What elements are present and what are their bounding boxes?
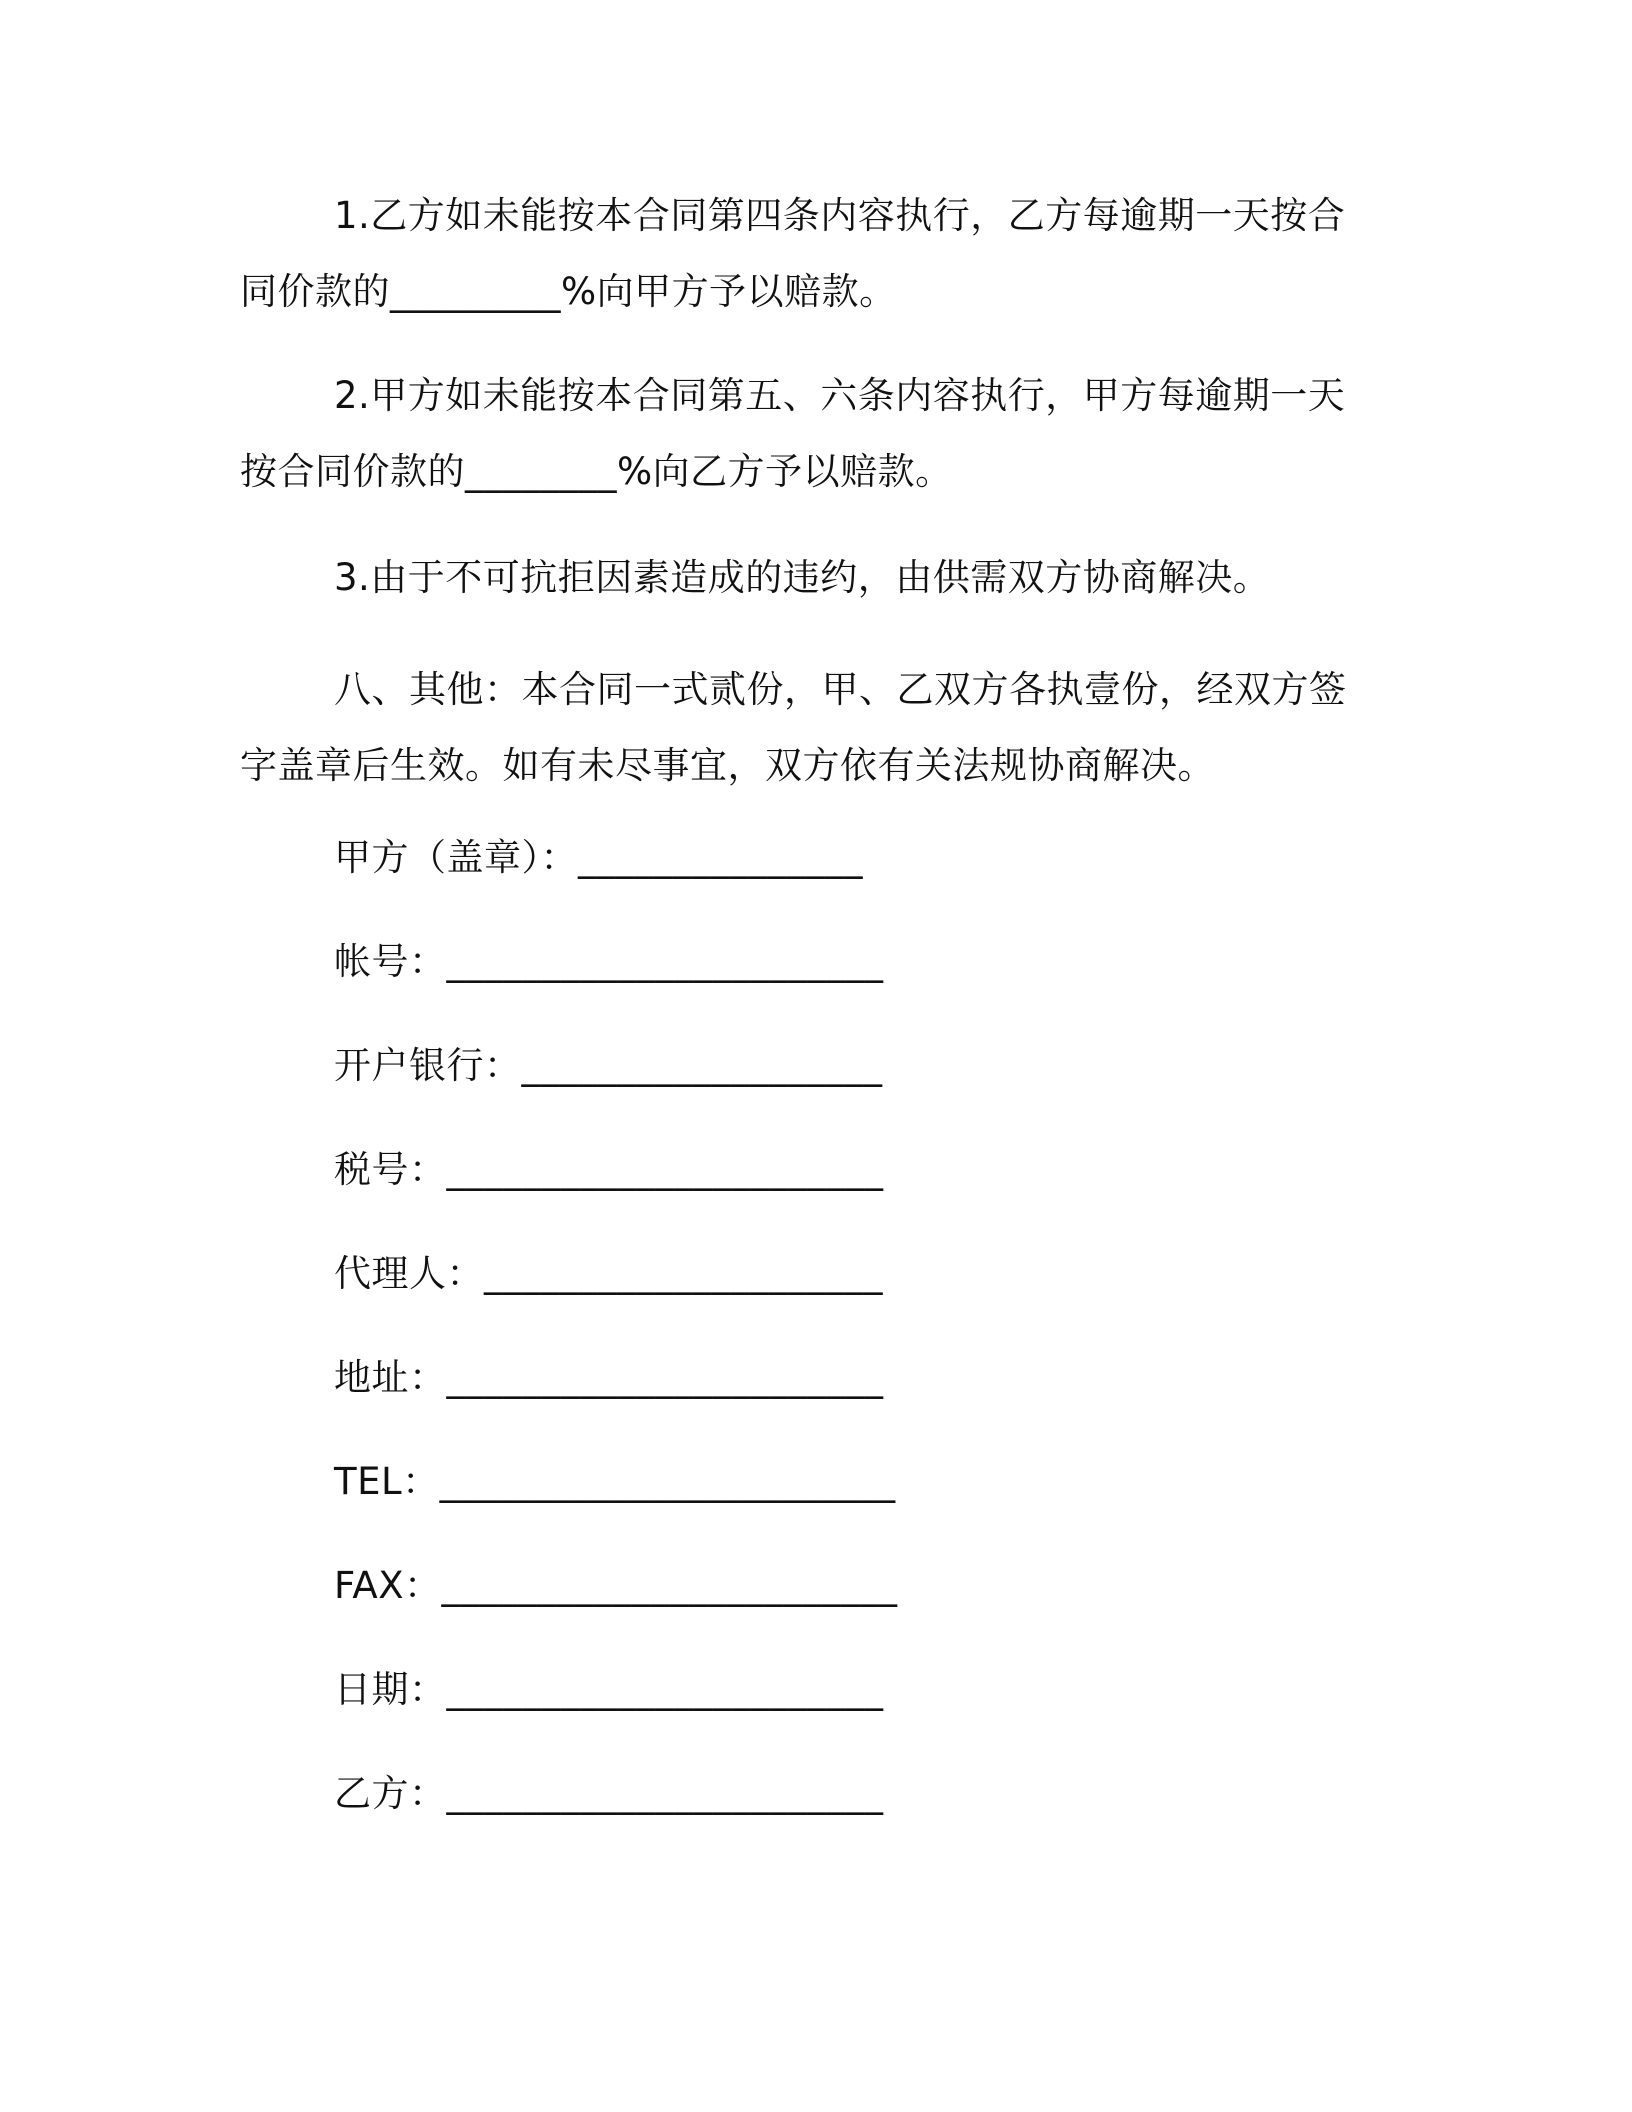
clause-3: 3.由于不可抗拒因素造成的违约，由供需双方协商解决。 [334, 556, 1271, 599]
clause-1: 1.乙方如未能按本合同第四条内容执行，乙方每逾期一天按合同价款的_________%向甲方予以赔款。 [240, 194, 1346, 313]
clause-2: 2.甲方如未能按本合同第五、六条内容执行，甲方每逾期一天按合同价款的________%向乙方予以赔款。 [240, 374, 1346, 493]
address-field: 地址：_______________________ [334, 1356, 884, 1399]
account-field: 帐号：_______________________ [334, 940, 884, 983]
fax-field: FAX：________________________ [334, 1564, 898, 1607]
party-a-seal-field: 甲方（盖章）：_______________ [334, 836, 863, 879]
agent-field: 代理人：_____________________ [334, 1252, 883, 1295]
tel-field: TEL：________________________ [334, 1460, 896, 1503]
clause-other: 八、其他：本合同一式贰份，甲、乙双方各执壹份，经双方签字盖章后生效。如有未尽事宜，双方依有关法规协商解决。 [240, 668, 1347, 787]
tax-id-field: 税号：_______________________ [334, 1148, 884, 1191]
date-field: 日期：_______________________ [334, 1668, 884, 1711]
bank-field: 开户银行：___________________ [334, 1044, 883, 1087]
party-b-field: 乙方：_______________________ [334, 1772, 884, 1815]
